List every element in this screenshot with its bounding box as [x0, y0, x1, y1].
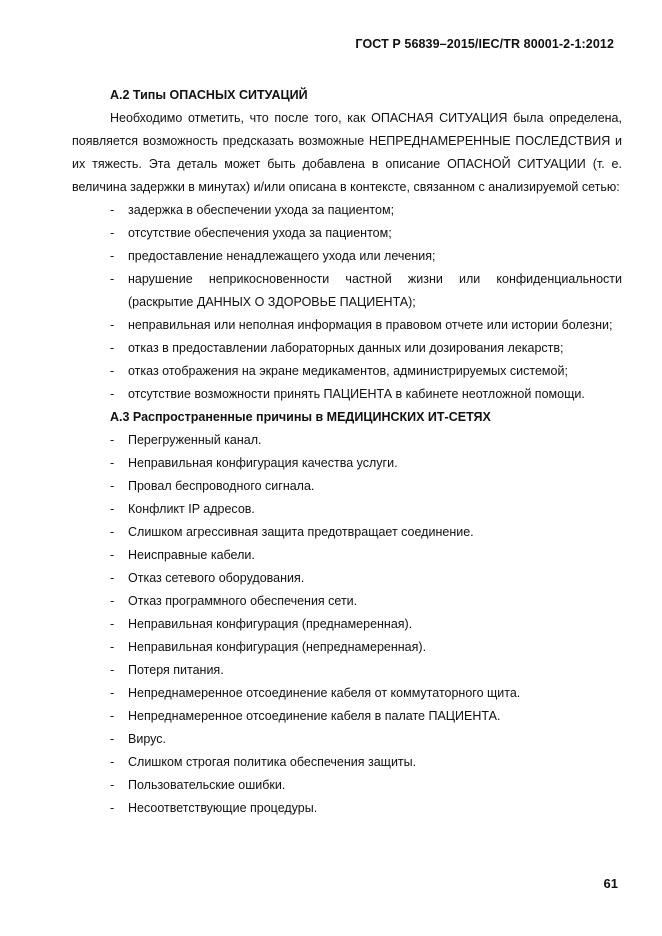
list-item: [72, 659, 622, 682]
list-item: [72, 590, 622, 613]
list-dash: -: [110, 548, 115, 562]
list-item-text: Отказ программного обеспечения сети.: [128, 594, 358, 608]
list-dash: -: [110, 594, 115, 608]
section-a2-paragraph: Необходимо отметить, что после того, как ОПАСНАЯ СИТУАЦИЯ была определена, появляется возможность предсказать возможные НЕПРЕДНАМЕРЕННЫЕ ПОСЛЕДСТВИЯ и их тяжесть. Эта деталь может быть добавлена в описание ОПАСНОЙ СИТУАЦИИ (т. е. величина задержки в минутах) и/или описана в контексте, связанном с анализируемой сетью:: [72, 111, 622, 194]
list-item-text: Непреднамеренное отсоединение кабеля в палате ПАЦИЕНТА.: [128, 709, 501, 723]
list-item: [72, 797, 622, 820]
list-dash: -: [110, 456, 115, 470]
list-item-text: отсутствие обеспечения ухода за пациентом;: [128, 226, 392, 240]
list-item-text: Пользовательские ошибки.: [128, 778, 286, 792]
list-item-text: отсутствие возможности принять ПАЦИЕНТА в кабинете неотложной помощи.: [128, 387, 585, 401]
list-dash: -: [110, 801, 115, 815]
list-item: [72, 245, 622, 268]
list-dash: -: [110, 341, 115, 355]
list-item-text: Несоответствующие процедуры.: [128, 801, 318, 815]
list-item-text: Отказ сетевого оборудования.: [128, 571, 305, 585]
list-item-text: Неправильная конфигурация (непреднамеренная).: [128, 640, 427, 654]
section-a3-list: [72, 429, 622, 820]
section-a3-heading: А.3 Распространенные причины в МЕДИЦИНСКИХ ИТ-СЕТЯХ: [110, 410, 491, 424]
list-item-text: Потеря питания.: [128, 663, 224, 677]
list-item-text: задержка в обеспечении ухода за пациентом;: [128, 203, 395, 217]
list-dash: -: [110, 433, 115, 447]
list-item: [72, 268, 622, 314]
list-item-text: Слишком строгая политика обеспечения защиты.: [128, 755, 417, 769]
list-item: [72, 567, 622, 590]
standard-header: ГОСТ Р 56839–2015/IEC/TR 80001-2-1:2012: [355, 37, 614, 51]
list-item: [72, 682, 622, 705]
list-item-text: неправильная или неполная информация в правовом отчете или истории болезни;: [128, 318, 613, 332]
list-dash: -: [110, 571, 115, 585]
list-dash: -: [110, 617, 115, 631]
list-dash: -: [110, 387, 115, 401]
list-dash: -: [110, 502, 115, 516]
list-item-text: Слишком агрессивная защита предотвращает соединение.: [128, 525, 474, 539]
list-dash: -: [110, 272, 115, 286]
list-item: [72, 383, 622, 406]
list-dash: -: [110, 755, 115, 769]
list-item-text: отказ отображения на экране медикаментов, администрируемых системой;: [128, 364, 568, 378]
list-dash: -: [110, 479, 115, 493]
list-dash: -: [110, 226, 115, 240]
list-item: [72, 429, 622, 452]
list-dash: -: [110, 709, 115, 723]
list-item-text: Конфликт IP адресов.: [128, 502, 255, 516]
list-dash: -: [110, 640, 115, 654]
list-item: [72, 452, 622, 475]
list-dash: -: [110, 318, 115, 332]
list-item: [72, 636, 622, 659]
list-item-text: Неправильная конфигурация качества услуги.: [128, 456, 398, 470]
list-item-text: Непреднамеренное отсоединение кабеля от коммутаторного щита.: [128, 686, 521, 700]
list-item: [72, 199, 622, 222]
page-number: 61: [603, 876, 618, 891]
list-item-text: предоставление ненадлежащего ухода или лечения;: [128, 249, 436, 263]
list-item-text: Перегруженный канал.: [128, 433, 262, 447]
list-dash: -: [110, 686, 115, 700]
list-item: [72, 705, 622, 728]
list-item: [72, 222, 622, 245]
list-item-text: Вирус.: [128, 732, 166, 746]
list-dash: -: [110, 525, 115, 539]
list-item-text: Неисправные кабели.: [128, 548, 255, 562]
list-item: [72, 337, 622, 360]
list-item: [72, 314, 622, 337]
list-dash: -: [110, 249, 115, 263]
list-dash: -: [110, 663, 115, 677]
list-dash: -: [110, 364, 115, 378]
list-item-text: отказ в предоставлении лабораторных данных или дозирования лекарств;: [128, 341, 564, 355]
list-item: [72, 475, 622, 498]
list-dash: -: [110, 732, 115, 746]
list-dash: -: [110, 203, 115, 217]
section-a2-heading: А.2 Типы ОПАСНЫХ СИТУАЦИЙ: [110, 88, 308, 102]
list-item: [72, 728, 622, 751]
list-item: [72, 498, 622, 521]
list-item: [72, 774, 622, 797]
list-item: [72, 544, 622, 567]
list-item: [72, 613, 622, 636]
section-a2-list: [72, 199, 622, 406]
list-item: [72, 751, 622, 774]
list-item-text: Провал беспроводного сигнала.: [128, 479, 315, 493]
list-item-text: нарушение неприкосновенности частной жизни или конфиденциальности (раскрытие ДАННЫХ О ЗДОРОВЬЕ ПАЦИЕНТА);: [128, 272, 622, 309]
list-dash: -: [110, 778, 115, 792]
page-content: [72, 84, 622, 820]
list-item-text: Неправильная конфигурация (преднамеренная).: [128, 617, 413, 631]
list-item: [72, 521, 622, 544]
list-item: [72, 360, 622, 383]
